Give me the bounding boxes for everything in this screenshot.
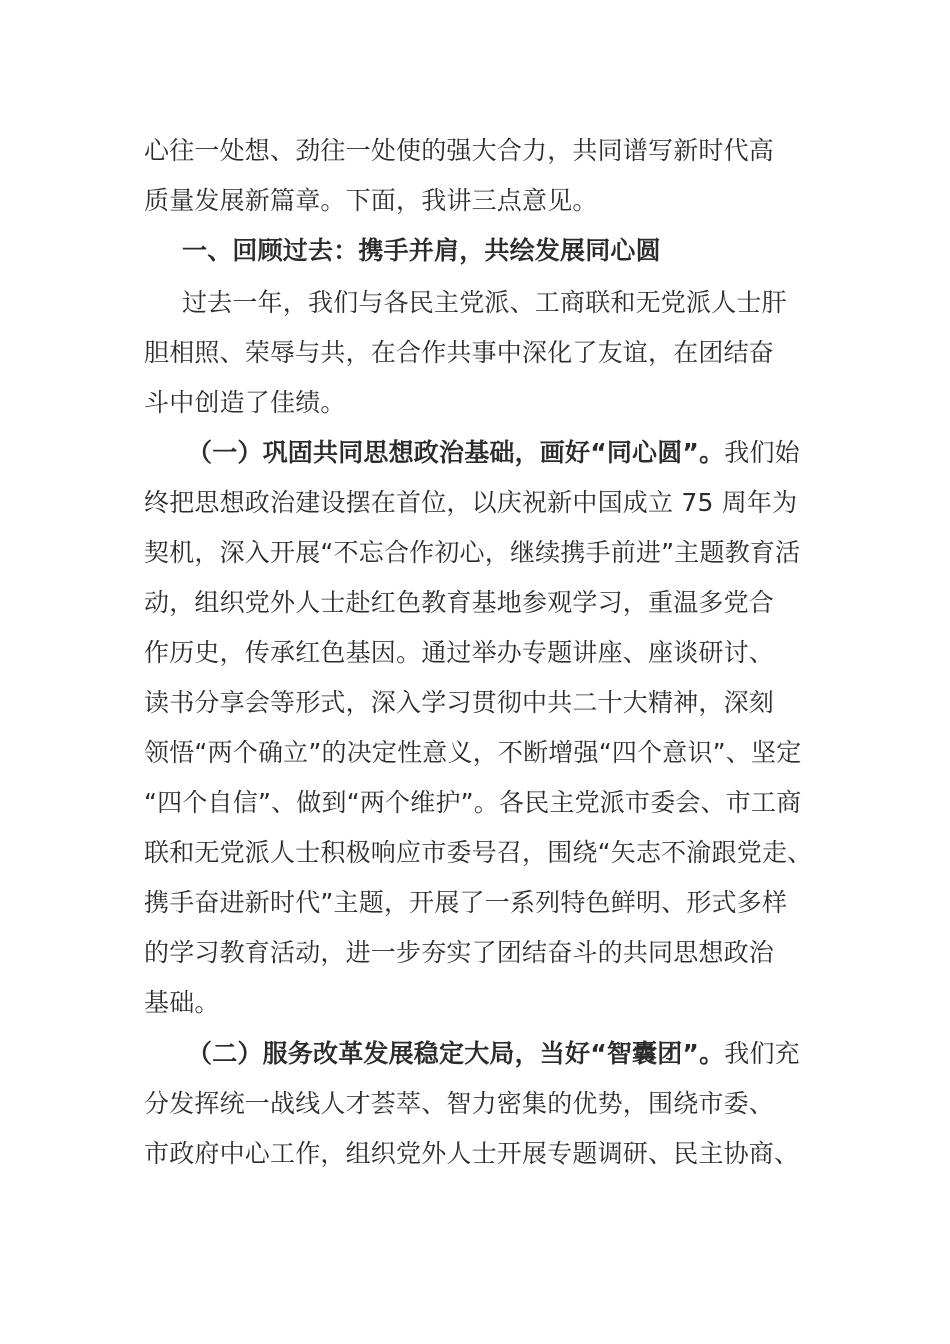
paragraph-line: 领悟“两个确立”的决定性意义，不断增强“四个意识”、坚定: [144, 738, 802, 767]
paragraph-line: 斗中创造了佳绩。: [144, 388, 346, 417]
paragraph-text: 我们充: [724, 1039, 800, 1068]
paragraph-line: 作历史，传承红色基因。通过举办专题讲座、座谈研讨、: [144, 638, 775, 667]
paragraph-line: 市政府中心工作，组织党外人士开展专题调研、民主协商、: [144, 1139, 800, 1168]
paragraph-line: 心往一处想、劲往一处使的强大合力，共同谱写新时代高: [144, 136, 775, 165]
paragraph-line: 基础。: [144, 988, 220, 1017]
subsection-paragraph-line: [187, 1034, 800, 1074]
paragraph-line: 分发挥统一战线人才荟萃、智力密集的优势，围绕市委、: [144, 1089, 775, 1118]
paragraph-line: 读书分享会等形式，深入学习贯彻中共二十大精神，深刻: [144, 688, 775, 717]
subsection-paragraph-line: [187, 433, 800, 473]
paragraph-line: 动，组织党外人士赴红色教育基地参观学习，重温多党合: [144, 588, 775, 617]
paragraph-line: 质量发展新篇章。下面，我讲三点意见。: [144, 186, 598, 215]
paragraph-line: 联和无党派人士积极响应市委号召，围绕“矢志不渝跟党走、: [144, 838, 813, 867]
paragraph-line: 的学习教育活动，进一步夯实了团结奋斗的共同思想政治: [144, 938, 775, 967]
paragraph-text: 我们始: [724, 438, 800, 467]
subsection-heading: （二）服务改革发展稳定大局，当好“智囊团”。: [187, 1039, 725, 1068]
paragraph-line: 终把思想政治建设摆在首位，以庆祝新中国成立 75 周年为: [144, 488, 798, 517]
paragraph-line: 胆相照、荣辱与共，在合作共事中深化了友谊，在团结奋: [144, 338, 775, 367]
paragraph-line: 契机，深入开展“不忘合作初心，继续携手前进”主题教育活: [144, 538, 801, 567]
paragraph-line: “四个自信”、做到“两个维护”。各民主党派市委会、市工商: [144, 788, 802, 817]
paragraph-line: 过去一年，我们与各民主党派、工商联和无党派人士肝: [182, 288, 787, 317]
subsection-heading: （一）巩固共同思想政治基础，画好“同心圆”。: [187, 438, 725, 467]
section-heading: 一、回顾过去：携手并肩，共绘发展同心圆: [182, 236, 661, 265]
paragraph-line: 携手奋进新时代”主题，开展了一系列特色鲜明、形式多样: [144, 888, 788, 917]
